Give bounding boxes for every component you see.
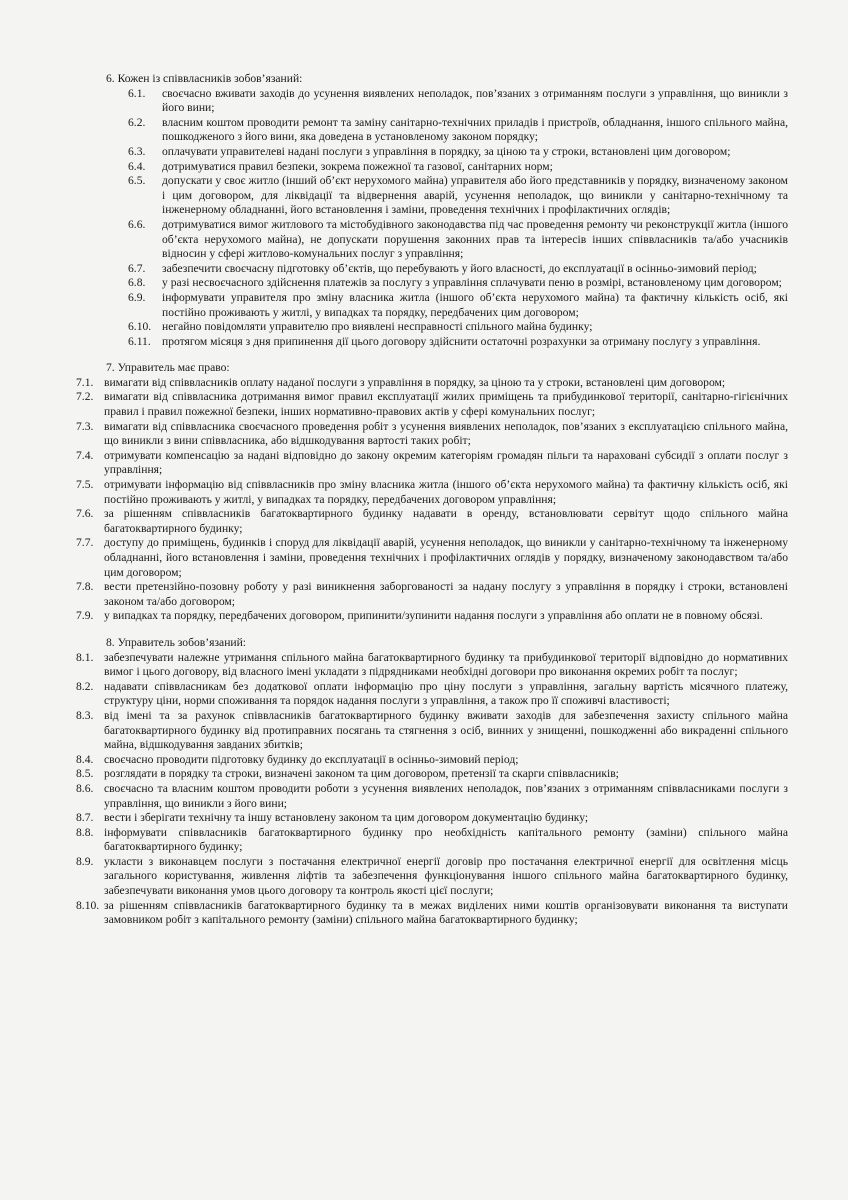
item-text: за рішенням співвласників багатоквартирного будинку надавати в оренду, встановлювати сервітут щодо спільного майна багатоквартирного будинку; [104,507,788,535]
section-6-heading: 6. Кожен із співвласників зобов’язаний: [106,72,303,85]
item-number: 7.7. [76,536,94,550]
list-item-7-6 [76,507,788,536]
list-item-8-2 [76,680,788,709]
item-text: вимагати від співвласника дотримання вимог правил експлуатації жилих приміщень та прибудинкової території, санітарно-гігієнічних правил і правил пожежної безпеки, інших нормативно-правових актів у сфері комунальних послуг; [104,390,788,419]
list-item-7-9 [76,609,788,624]
section-7-heading: 7. Управитель має право: [106,361,230,375]
item-number: 7.8. [76,580,94,594]
item-text: негайно повідомляти управителю про виявлені несправності спільного майна будинку; [162,320,593,334]
list-item-7-7 [76,536,788,580]
list-item-7-8 [76,580,788,609]
item-number: 7.3. [76,419,94,433]
list-item-7-5 [76,478,788,507]
list-item-8-5 [76,767,788,782]
list-item-6-7 [86,262,788,277]
item-text: отримувати інформацію від співвласників про зміну власника житла (іншого об’єкта нерухомого майна) та фактичну кількість осіб, які постійно проживають у житлі, у випадках та порядку, передбачених договором управління; [104,478,788,506]
item-number: 7.9. [76,609,94,623]
item-text: укласти з виконавцем послуги з постачання електричної енергії договір про постачання електричної енергії для освітлення місць загального користування, живлення ліфтів та забезпечення функціонування іншого спільного майна багатоквартирного будинку, забезпечувати виконання умов цього договору та контроль якості цієї послуги; [104,854,788,898]
item-number: 8.6. [76,781,94,795]
list-item-8-4 [76,753,788,768]
item-number: 7.6. [76,507,94,521]
item-number: 6.10. [128,320,152,334]
section-8-items [76,650,788,928]
item-text: оплачувати управителеві надані послуги з управління в порядку, за ціною та у строки, встановлені цим договором; [162,144,731,158]
item-number: 6.3. [128,144,146,158]
item-text: своєчасно проводити підготовку будинку до експлуатації в осінньо-зимовий період; [104,752,519,766]
list-item-8-1 [76,651,788,680]
list-item-6-3 [86,145,788,160]
list-item-6-8 [86,276,788,291]
item-text: надавати співвласникам без додаткової оплати інформацію про ціну послуги з управління, загальну вартість місячного платежу, структуру ціни, норми споживання та порядок надання послуги з управління, а також про її споживчі властивості; [104,679,788,708]
item-text: власним коштом проводити ремонт та заміну санітарно-технічних приладів і пристроїв, обладнання, іншого спільного майна, пошкодженого з його вини, яка доведена в установленому законом порядку; [162,115,788,144]
item-number: 6.8. [128,276,146,290]
item-number: 7.4. [76,448,94,462]
item-number: 8.9. [76,854,94,868]
list-item-6-6 [86,218,788,262]
list-item-6-2 [86,116,788,145]
list-item-8-3 [76,709,788,753]
item-text: вести претензійно-позовну роботу у разі виникнення заборгованості за надану послугу з управління в порядку і строки, встановлені законом та/або договором; [104,580,788,608]
item-number: 6.5. [128,174,146,188]
item-number: 6.4. [128,159,146,173]
item-number: 6.1. [128,86,146,100]
list-item-6-11 [86,335,788,350]
item-text: інформувати управителя про зміну власника житла (іншого об’єкта нерухомого майна) та фактичну кількість осіб, які постійно проживають у житлі, у випадках та порядку, передбачених цим договором; [162,290,788,319]
item-text: забезпечити своєчасну підготовку об’єктів, що перебувають у його власності, до експлуатації в осінньо-зимовий період; [162,261,757,275]
list-item-6-4 [86,160,788,175]
list-item-8-10 [76,899,788,928]
section-7-items [76,375,788,624]
item-text: протягом місяця з дня припинення дії цього договору здійснити остаточні розрахунки за отриману послугу з управління. [162,334,761,348]
list-item-6-9 [86,291,788,320]
item-number: 8.5. [76,767,94,781]
section-6-items [86,87,788,350]
list-item-6-1 [86,87,788,116]
item-number: 6.6. [128,217,146,231]
item-text: розглядати в порядку та строки, визначені законом та цим договором, претензії та скарги співвласників; [104,767,619,781]
item-text: у разі несвоєчасного здійснення платежів за послугу з управління сплачувати пеню в розмірі, встановленому цим договором; [162,276,782,290]
item-text: вести і зберігати технічну та іншу встановлену законом та цим договором документацію будинку; [104,811,589,825]
item-number: 8.1. [76,650,94,664]
item-number: 7.5. [76,478,94,492]
item-number: 8.10. [76,898,100,912]
list-item-8-9 [76,855,788,899]
item-number: 8.3. [76,708,94,722]
item-text: своєчасно та власним коштом проводити роботи з усунення виявлених неполадок, пов’язаних з отриманням співвласниками послуги з управління, що виникли з його вини; [104,781,788,810]
item-number: 8.7. [76,811,94,825]
section-6 [86,72,788,349]
list-item-6-10 [86,320,788,335]
item-text: отримувати компенсацію за надані відповідно до закону окремим категоріям громадян пільги та нараховані субсидії з оплати послуг з управління; [104,448,788,477]
item-text: інформувати співвласників багатоквартирного будинку про необхідність капітального ремонту (заміни) спільного майна багатоквартирного будинку; [104,825,788,854]
item-text: дотримуватися правил безпеки, зокрема пожежної та газової, санітарних норм; [162,159,553,173]
list-item-7-3 [76,420,788,449]
item-number: 8.4. [76,752,94,766]
item-text: дотримуватися вимог житлового та містобудівного законодавства під час проведення ремонту чи реконструкції житла (іншого об’єкта нерухомого майна), не допускати порушення законних прав та інтересів інших співвласників та/або учасників відносин у сфері житлово-комунальних послуг з управління; [162,217,788,261]
item-text: за рішенням співвласників багатоквартирного будинку та в межах виділених ними коштів організовувати виконання та виступати замовником робіт з капітального ремонту (заміни) спільного майна багатоквартирного будинку; [104,898,788,927]
list-item-7-2 [76,390,788,419]
item-number: 6.7. [128,261,146,275]
section-8-heading: 8. Управитель зобов’язаний: [106,635,247,649]
item-text: забезпечувати належне утримання спільного майна багатоквартирного будинку та прибудинкової території відповідно до нормативних вимог і цього договору, від власного імені укладати з підрядниками необхідні договори про виконання окремих робіт та послуг; [104,650,788,679]
section-7 [76,361,788,624]
item-number: 6.2. [128,115,146,129]
item-text: вимагати від співвласників оплату наданої послуги з управління в порядку, за ціною та у строки, встановлені цим договором; [104,375,726,389]
item-text: у випадках та порядку, передбачених договором, припинити/зупинити надання послуги з управління або оплати не в повному обсязі. [104,609,763,623]
item-number: 8.8. [76,825,94,839]
list-item-8-7 [76,811,788,826]
item-number: 7.1. [76,375,94,389]
item-number: 6.9. [128,290,146,304]
item-text: своєчасно вживати заходів до усунення виявлених неполадок, пов’язаних з отриманням послуги з управління, що виникли з його вини; [162,86,788,115]
list-item-6-5 [86,174,788,218]
list-item-8-6 [76,782,788,811]
item-text: від імені та за рахунок співвласників багатоквартирного будинку вживати заходів для забезпечення захисту спільного майна багатоквартирного будинку від протиправних посягань та стягнення з осіб, винних у знищенні, пошкодженні або викраденні спільного майна, відшкодування завданих збитків; [104,708,788,752]
list-item-7-1 [76,376,788,391]
item-text: доступу до приміщень, будинків і споруд для ліквідації аварій, усунення неполадок, що виникли у санітарно-технічному та інженерному обладнанні, його встановлення і заміни, проведення технічних і профілактичних оглядів у порядку, визначеному законодавством та/або цим договором; [104,536,788,579]
item-number: 6.11. [128,334,151,348]
list-item-7-4 [76,449,788,478]
list-item-8-8 [76,826,788,855]
item-text: допускати у своє житло (інший об’єкт нерухомого майна) управителя або його представників у порядку, визначеному законом і цим договором, для ліквідації та відвернення аварій, усунення неполадок, що виникли у санітарно-технічному та інженерному обладнанні, його встановлення і заміни, проведення технічних і профілактичних оглядів; [162,174,788,217]
item-number: 8.2. [76,679,94,693]
item-text: вимагати від співвласника своєчасного проведення робіт з усунення виявлених неполадок, пов’язаних з експлуатацією спільного майна, що виникли з вини співвласника, або відшкодування вартості таких робіт; [104,419,788,448]
section-8 [76,635,788,928]
item-number: 7.2. [76,390,94,404]
